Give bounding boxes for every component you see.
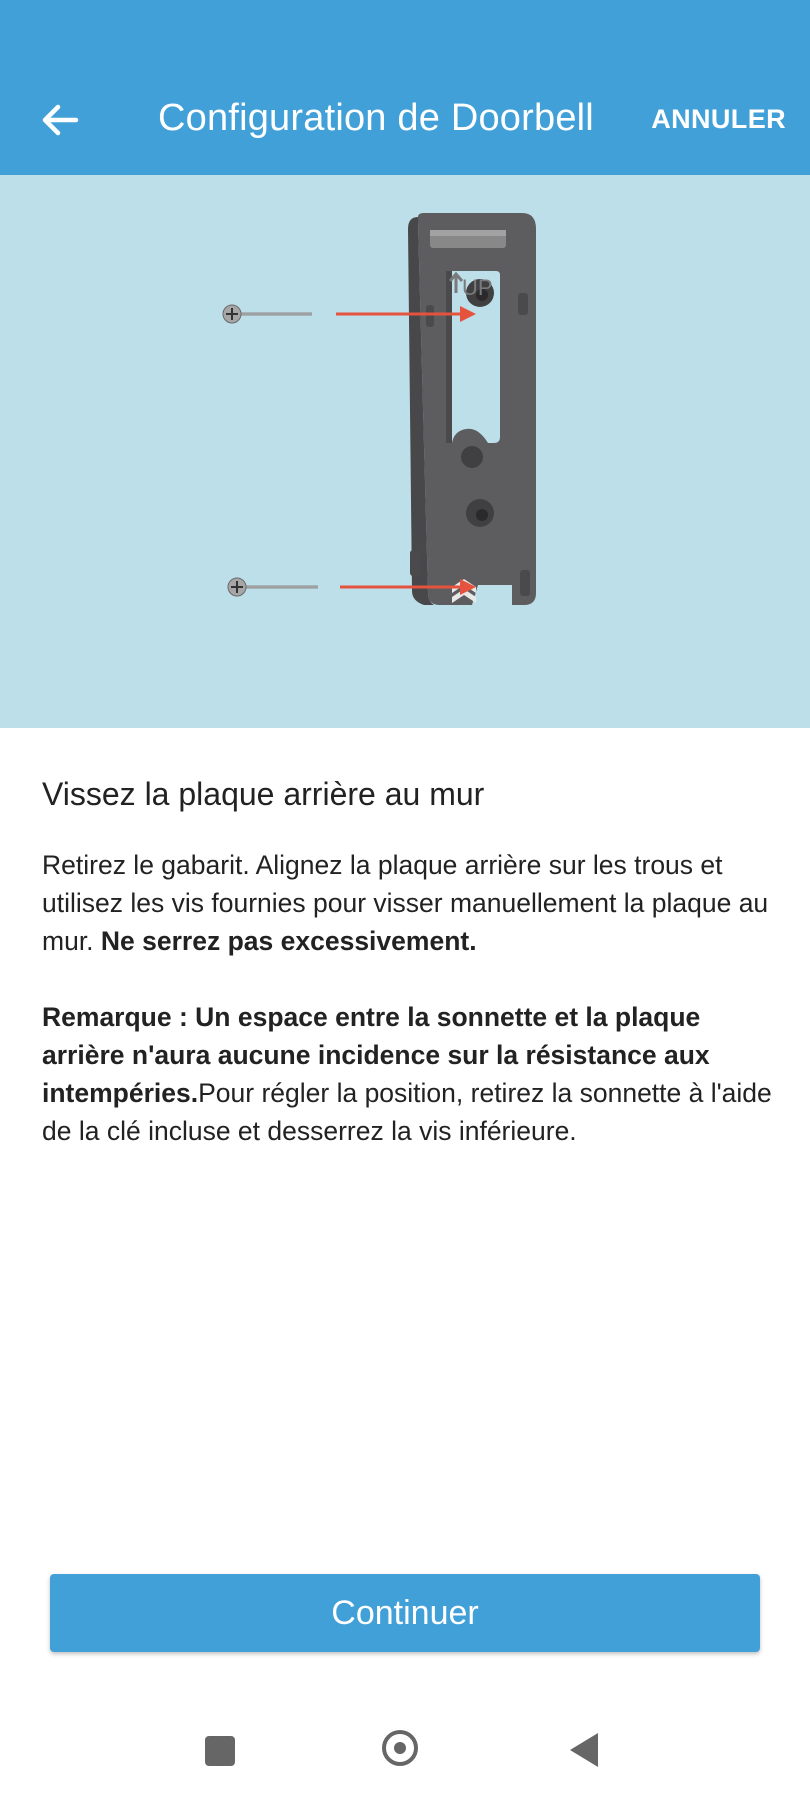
instructions-warning: Ne serrez pas excessivement. [100,926,477,956]
back-plate [408,213,536,605]
bottom-screw [228,578,318,596]
step-content [42,770,772,1150]
home-dot [394,1742,406,1754]
page-title: Configuration de Doorbell [158,97,594,139]
note-bold: Remarque : Un espace entre la sonnette et la plaque arrière n'aura aucune incidence sur la résistance aux intempéries. [42,1002,710,1108]
arrow-left-icon [40,100,80,140]
square-recents-icon[interactable] [205,1736,235,1766]
instructions-paragraph [42,846,772,960]
app-bar [0,0,810,175]
cancel-button[interactable]: ANNULER [651,104,786,134]
back-button[interactable] [34,94,86,146]
top-screw [223,305,312,323]
circle-home-icon[interactable] [382,1730,418,1766]
continue-button-label: Continuer [331,1593,479,1632]
backplate-illustration [0,175,810,728]
note-text: Pour régler la position, retirez la sonnette à l'aide de la clé incluse et desserrez la vis inférieure. [42,1078,772,1146]
note-paragraph [42,998,772,1150]
triangle-back-icon[interactable] [570,1733,598,1767]
backplate-mounting-diagram [0,175,810,728]
continue-button[interactable] [50,1574,760,1652]
instructions-text: Retirez le gabarit. Alignez la plaque arrière sur les trous et utilisez les vis fournies pour visser manuellement la plaque au mur. [42,850,769,956]
step-heading: Vissez la plaque arrière au mur [42,776,485,812]
up-label: UP [462,275,493,300]
